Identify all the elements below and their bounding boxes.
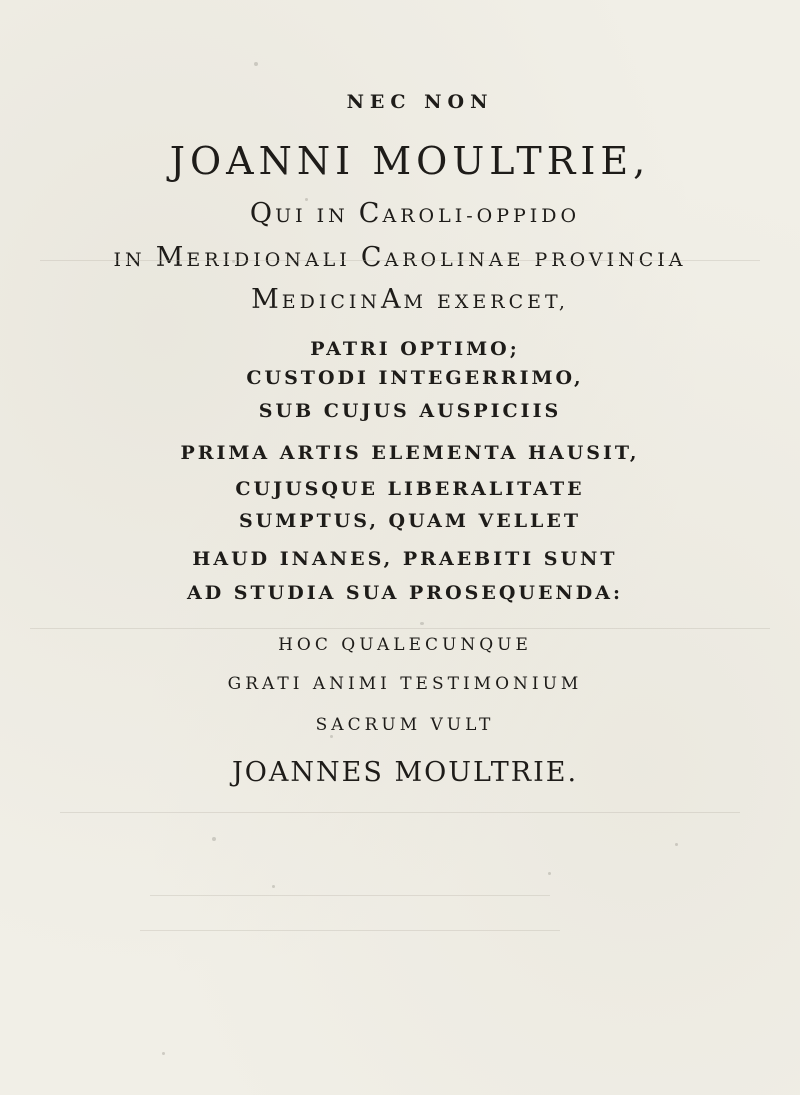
dedication-line-prima-artis: PRIMA ARTIS ELEMENTA HAUSIT, xyxy=(180,442,640,464)
foxing-speck xyxy=(305,198,308,201)
dedication-line-qui-in-caroli-oppido xyxy=(0,200,800,227)
dedication-line-sacrum-vult: SACRUM VULT xyxy=(315,715,495,735)
foxing-speck xyxy=(254,62,258,66)
dedication-line-meridionali-carolinae xyxy=(0,244,800,271)
initial-capital: M xyxy=(155,242,187,273)
dedicatee-name: JOANNI MOULTRIE, xyxy=(169,139,651,183)
line-text: UI IN xyxy=(275,205,359,227)
initial-capital: C xyxy=(358,198,383,229)
show-through-mark xyxy=(150,895,550,896)
foxing-speck xyxy=(162,1052,165,1055)
foxing-speck xyxy=(272,885,275,888)
dedication-line-hoc-qualecunque: HOC QUALECUNQUE xyxy=(278,635,532,655)
line-text: ERIDIONALI xyxy=(186,249,361,271)
dedication-line-grati-animi: GRATI ANIMI TESTIMONIUM xyxy=(227,674,583,694)
line-text: IN xyxy=(113,249,156,271)
initial-capital: A xyxy=(381,284,404,315)
foxing-speck xyxy=(395,380,397,382)
dedication-line-sub-cujus: SUB CUJUS AUSPICIIS xyxy=(258,400,562,422)
dedication-line-medicinam-exercet xyxy=(0,286,800,313)
dedication-line-cujusque: CUJUSQUE LIBERALITATE xyxy=(235,478,585,500)
foxing-speck xyxy=(330,735,333,738)
initial-capital: Q xyxy=(249,198,276,229)
line-text: EDICIN xyxy=(281,291,382,313)
dedication-line-nec-non: NEC NON xyxy=(346,91,494,113)
dedication-line-sumptus: SUMPTUS, QUAM VELLET xyxy=(238,510,582,532)
show-through-mark xyxy=(30,628,770,629)
line-text: AROLI-OPPIDO xyxy=(382,205,581,227)
show-through-mark xyxy=(60,812,740,813)
line-text: M EXERCET, xyxy=(403,291,569,313)
initial-capital: M xyxy=(251,284,282,315)
foxing-speck xyxy=(420,622,424,625)
foxing-speck xyxy=(675,843,678,846)
foxing-speck xyxy=(212,837,216,841)
dedication-line-ad-studia: AD STUDIA SUA PROSEQUENDA: xyxy=(186,582,624,604)
show-through-mark xyxy=(140,930,560,931)
dedication-line-custodi: CUSTODI INTEGERRIMO, xyxy=(246,367,584,389)
author-signature-name: JOANNES MOULTRIE. xyxy=(231,757,579,788)
dedication-line-haud-inanes: HAUD INANES, PRAEBITI SUNT xyxy=(192,548,618,570)
show-through-mark xyxy=(40,260,760,261)
line-text: AROLINAE PROVINCIA xyxy=(384,249,687,271)
dedication-line-patri-optimo: PATRI OPTIMO; xyxy=(310,338,520,360)
foxing-speck xyxy=(232,260,235,263)
foxing-speck xyxy=(548,872,551,875)
foxing-speck xyxy=(515,258,518,261)
initial-capital: C xyxy=(360,242,385,273)
